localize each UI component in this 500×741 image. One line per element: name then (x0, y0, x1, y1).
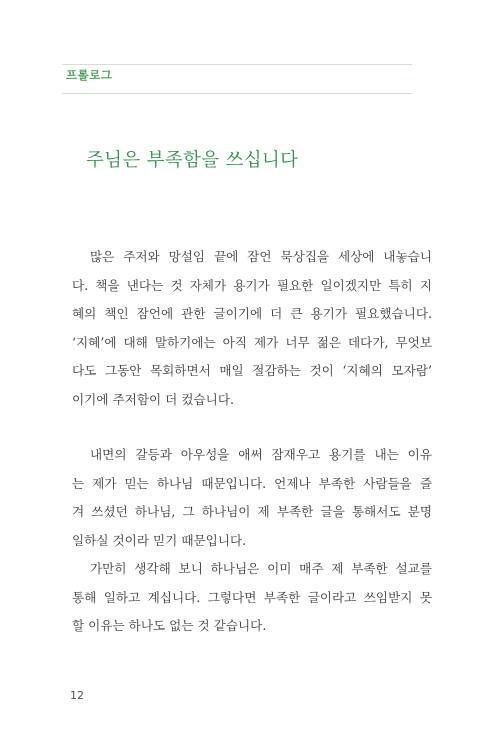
body-text (72, 243, 432, 641)
paragraph-gap (72, 414, 432, 441)
text-line: 겨 쓰셨던 하나님, 그 하나님이 제 부족한 글을 통해서도 분명 (72, 504, 432, 519)
paragraph (72, 441, 432, 555)
header-rule-bottom (62, 93, 412, 94)
text-line: 혜의 책인 잠언에 관한 글이기에 더 큰 용기가 필요했습니다. (72, 306, 432, 321)
text-line: 다도 그동안 목회하면서 매일 절감하는 것이 ‘지혜의 모자람’ (72, 363, 432, 378)
text-line: 할 이유는 하나도 없는 것 같습니다. (72, 618, 267, 633)
chapter-title: 주님은 부족함을 쓰십니다 (86, 150, 299, 171)
text-line: 이기에 주저함이 더 컸습니다. (72, 391, 234, 407)
page-number: 12 (70, 689, 84, 702)
text-line: 많은 주저와 망설임 끝에 잠언 묵상집을 세상에 내놓습니 (90, 249, 432, 264)
text-line: 가만히 생각해 보니 하나님은 이미 매주 제 부족한 설교를 (90, 561, 432, 576)
text-line: 내면의 갈등과 아우성을 애써 잠재우고 용기를 내는 이유 (90, 447, 432, 462)
text-line: 통해 일하고 계십니다. 그렇다면 부족한 글이라고 쓰임받지 못 (72, 589, 432, 605)
section-label: 프롤로그 (66, 68, 113, 82)
paragraph (72, 243, 432, 414)
paragraph (72, 555, 432, 641)
header-rule-top (62, 64, 412, 65)
text-line: 일하실 것이라 믿기 때문입니다. (72, 532, 247, 548)
text-line: 다. 책을 낸다는 것 자체가 용기가 필요한 일이겠지만 특히 지 (72, 277, 432, 293)
text-line: 는 제가 믿는 하나님 때문입니다. 언제나 부족한 사람들을 즐 (72, 475, 432, 491)
text-line: ‘지혜’에 대해 말하기에는 아직 제가 너무 젊은 데다가, 무엇보 (72, 334, 432, 350)
